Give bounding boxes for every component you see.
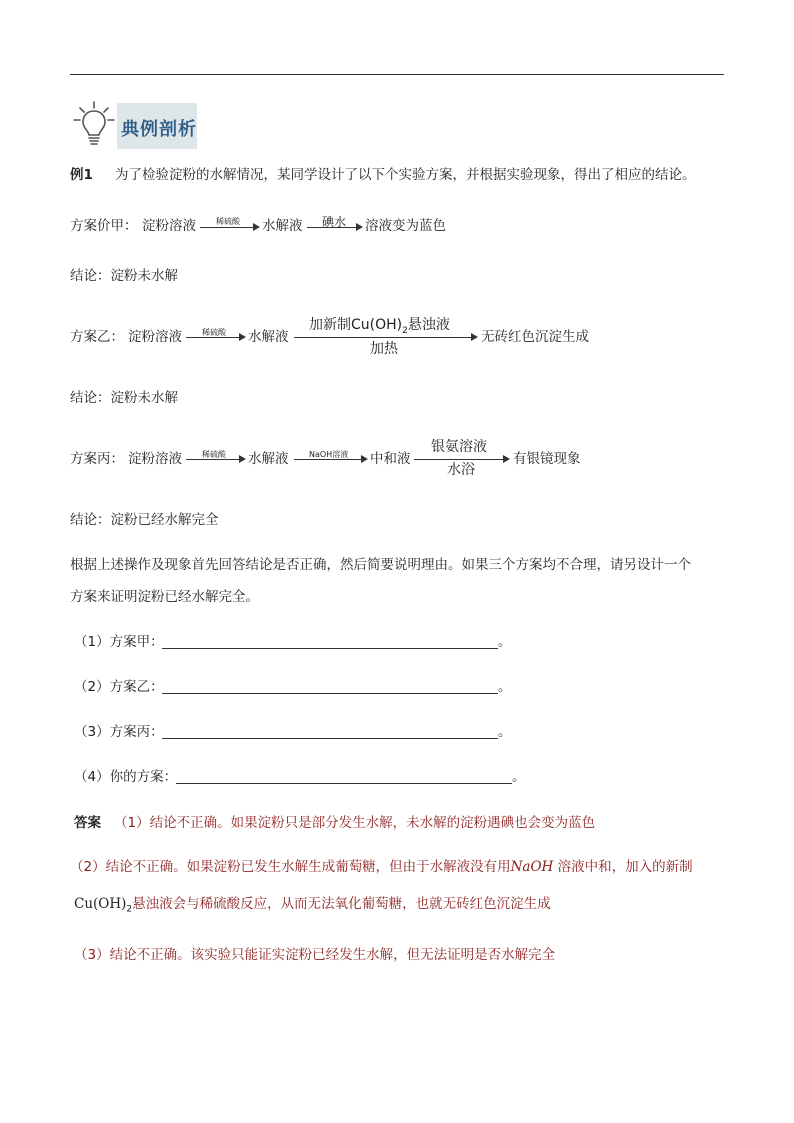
question-line1: 根据上述操作及现象首先回答结论是否正确，然后简要说明理由。如果三个方案均不合理，请另设计一个 xyxy=(70,557,691,573)
question-item-4-end: 。 xyxy=(512,769,526,785)
plan1-step1: 淀粉溶液 xyxy=(142,218,196,234)
answer-2-line2 xyxy=(74,895,551,919)
plan2-arrow1 xyxy=(186,337,244,338)
question-line2: 方案来证明淀粉已经水解完全。 xyxy=(70,589,259,605)
plan2-step2: 水解液 xyxy=(248,329,289,345)
example-intro: 为了检验淀粉的水解情况，某同学设计了以下个实验方案，并根据实验现象，得出了相应的结论。 xyxy=(115,167,696,183)
plan3-result: 有银镜现象 xyxy=(513,451,581,467)
plan3-arrow3 xyxy=(414,459,508,460)
answer-2-post: 溶液中和，加入的新制 xyxy=(553,859,693,875)
answer-2-cu: Cu(OH) xyxy=(74,896,127,912)
answer-2-pre: （2）结论不正确。如果淀粉已发生水解生成葡萄糖，但由于水解液没有用 xyxy=(70,859,511,875)
question-item-2-end: 。 xyxy=(498,679,512,695)
question-item-1: （1）方案甲： xyxy=(74,634,164,650)
plan2-cond1: 稀硫酸 xyxy=(202,328,226,337)
question-item-3: （3）方案丙： xyxy=(74,724,164,740)
answer-2-line2-post: 悬浊液会与稀硫酸反应，从而无法氧化葡萄糖，也就无砖红色沉淀生成 xyxy=(132,896,551,912)
plan3-conclusion: 结论：淀粉已经水解完全 xyxy=(70,512,219,528)
header-rule xyxy=(70,74,724,75)
answer-2-naoh: NaOH xyxy=(510,859,554,875)
plan3-arrow1 xyxy=(186,459,244,460)
plan1-name: 方案价甲： xyxy=(70,218,138,234)
plan3-step3: 中和液 xyxy=(370,451,411,467)
plan3-cond1: 稀硫酸 xyxy=(202,450,226,459)
plan3-cond2: NaOH溶液 xyxy=(309,450,349,459)
answer-2-line1 xyxy=(70,858,693,876)
question-item-4: （4）你的方案： xyxy=(74,769,178,785)
lightbulb-icon xyxy=(72,100,116,150)
plan1-step2: 水解液 xyxy=(262,218,303,234)
plan1-conclusion: 结论：淀粉未水解 xyxy=(70,268,178,284)
plan1-result: 溶液变为蓝色 xyxy=(365,218,446,234)
example-label: 例1 xyxy=(70,167,93,183)
answer-blank-4[interactable] xyxy=(176,783,512,784)
plan2-name: 方案乙： xyxy=(70,329,124,345)
plan3-step1: 淀粉溶液 xyxy=(128,451,182,467)
answer-3: （3）结论不正确。该实验只能证实淀粉已经发生水解，但无法证明是否水解完全 xyxy=(74,947,556,963)
question-item-2: （2）方案乙： xyxy=(74,679,164,695)
plan2-cond2-reagent: 加新制Cu(OH) xyxy=(309,317,403,333)
plan2-cond2-top xyxy=(309,317,450,339)
plan3-step2: 水解液 xyxy=(248,451,289,467)
plan2-result: 无砖红色沉淀生成 xyxy=(481,329,589,345)
plan3-cond3-bottom: 水浴 xyxy=(447,462,475,478)
question-item-1-end: 。 xyxy=(498,634,512,650)
answer-2-sub: 2 xyxy=(126,904,133,915)
plan1-cond1: 稀硫酸 xyxy=(216,217,240,226)
plan2-conclusion: 结论：淀粉未水解 xyxy=(70,390,178,406)
answer-blank-2[interactable] xyxy=(162,693,498,694)
section-title: 典例剖析 xyxy=(121,119,197,140)
plan2-cond2-sub: 2 xyxy=(402,325,408,336)
plan1-cond2: 碘水 xyxy=(322,215,347,229)
plan1-arrow1 xyxy=(200,227,258,228)
answer-blank-1[interactable] xyxy=(162,648,498,649)
answer-blank-3[interactable] xyxy=(162,738,498,739)
question-item-3-end: 。 xyxy=(498,724,512,740)
plan1-arrow2 xyxy=(307,227,361,228)
plan2-cond2-tail: 悬浊液 xyxy=(407,317,450,333)
plan3-cond3-top: 银氨溶液 xyxy=(431,439,487,455)
answer-label: 答案 xyxy=(74,815,101,831)
answer-1: （1）结论不正确。如果淀粉只是部分发生水解，未水解的淀粉遇碘也会变为蓝色 xyxy=(114,815,596,831)
plan3-arrow2 xyxy=(294,459,366,460)
plan2-cond2-bottom: 加热 xyxy=(370,341,398,357)
plan3-name: 方案丙： xyxy=(70,451,124,467)
plan2-step1: 淀粉溶液 xyxy=(128,329,182,345)
plan2-arrow2 xyxy=(294,337,476,338)
